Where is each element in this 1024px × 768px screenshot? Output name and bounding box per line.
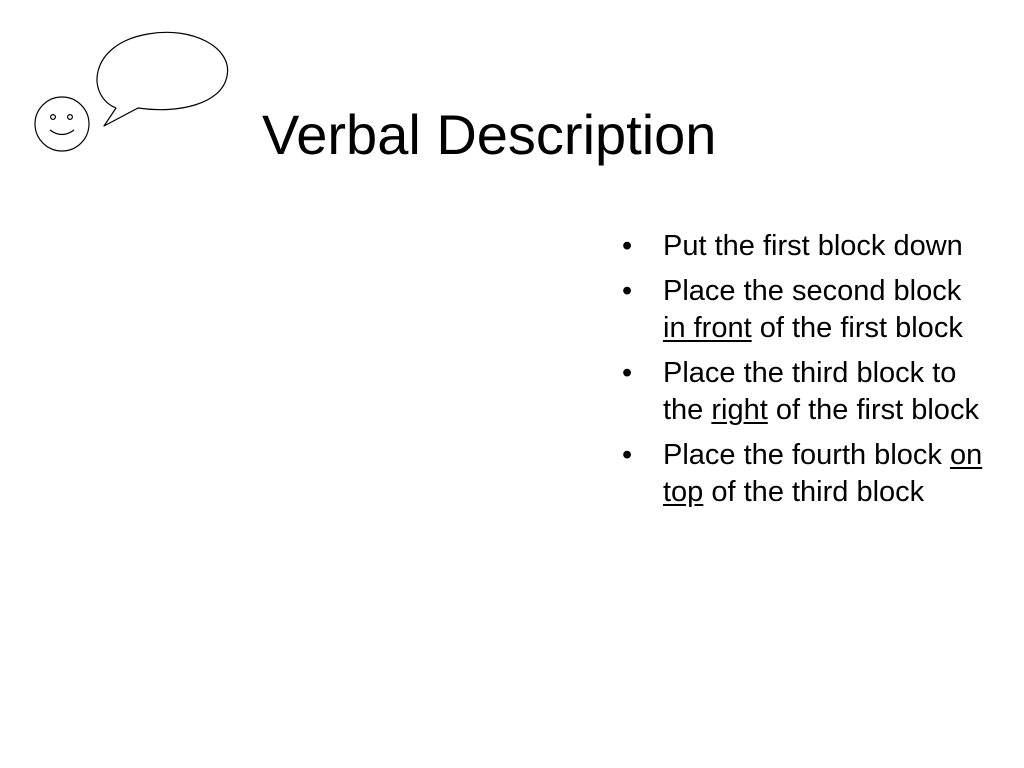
bullet-text: Place the second block xyxy=(663,275,962,307)
speech-bubble-icon xyxy=(97,32,228,126)
bullet-icon: • xyxy=(622,230,633,262)
bullet-text: Put the first block down xyxy=(663,230,963,262)
bullet-icon: • xyxy=(622,439,633,471)
smiley-face-icon xyxy=(35,97,89,151)
bullet-text-end: of the first block xyxy=(751,312,963,344)
bullet-text: Place the third block to the xyxy=(663,357,957,426)
bullet-item-1 xyxy=(620,228,990,265)
slide-title: Verbal Description xyxy=(262,103,717,166)
bullet-list xyxy=(620,228,990,519)
bullet-text-end: of the third block xyxy=(703,476,925,508)
underlined-term: in front xyxy=(663,312,752,344)
bullet-item-2 xyxy=(620,273,990,347)
bullet-item-4 xyxy=(620,437,990,511)
bullet-item-3 xyxy=(620,355,990,429)
underlined-term: right xyxy=(711,394,768,426)
underlined-term: on top xyxy=(663,439,983,508)
bullet-text: Place the fourth block xyxy=(663,439,950,471)
bullet-icon: • xyxy=(622,275,633,307)
speaker-graphic xyxy=(28,26,238,156)
bullet-text-end: of the first block xyxy=(767,394,979,426)
bullet-icon: • xyxy=(622,357,633,389)
